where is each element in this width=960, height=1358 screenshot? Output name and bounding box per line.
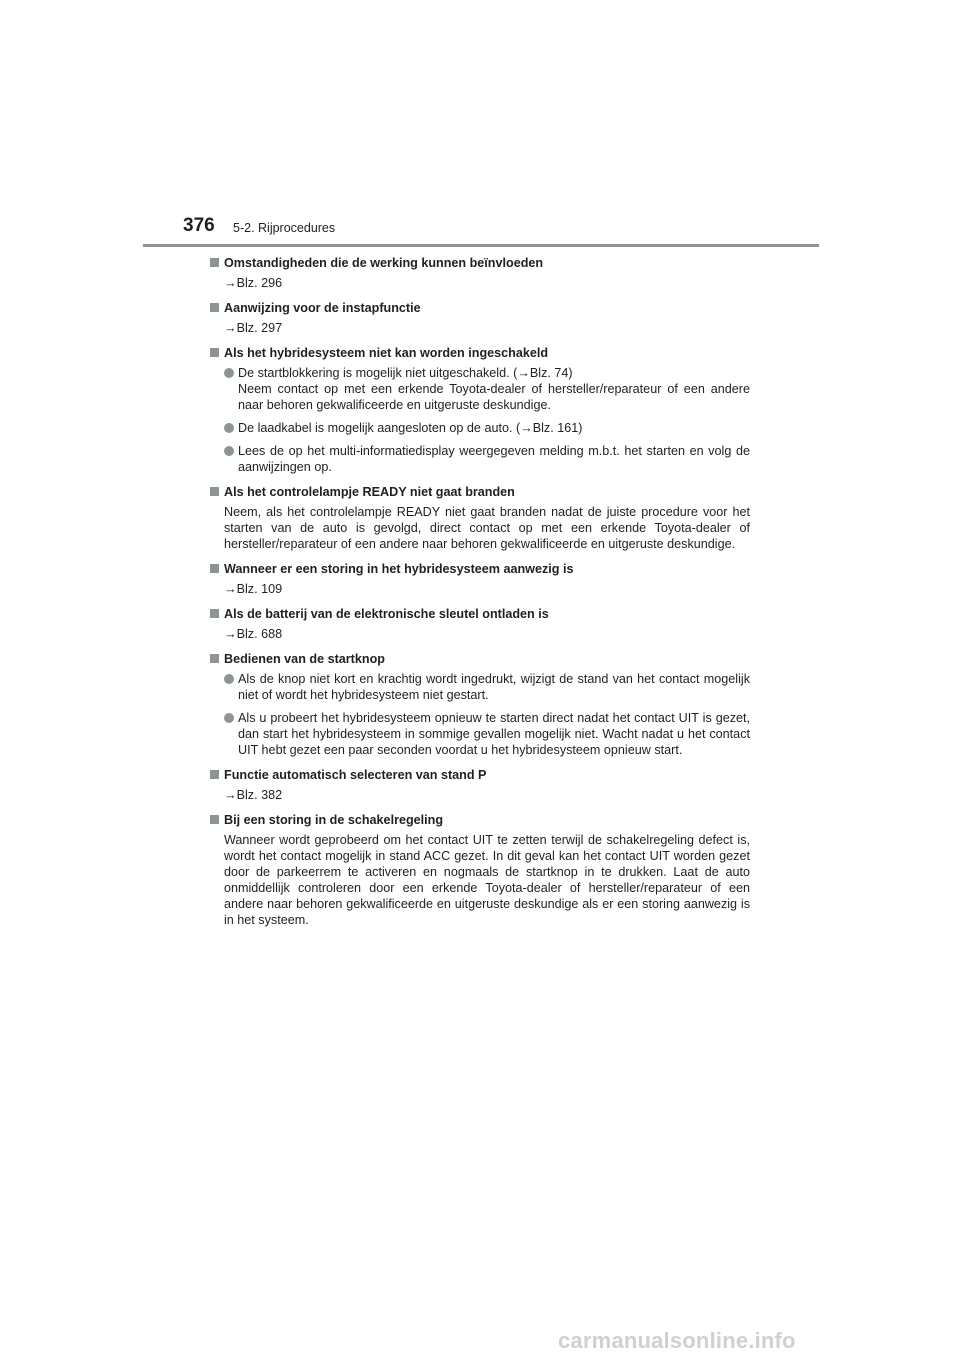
square-bullet-icon bbox=[210, 348, 219, 357]
section-text: Neem, als het controlelampje READY niet gaat branden nadat de juiste procedure voor het starten van de auto is gevolgd, direct contact op met een erkende Toyota-dealer of hersteller/reparateur of een andere naar behoren gekwalificeerde en uitgeruste deskundige. bbox=[224, 505, 750, 551]
section-stand-p bbox=[210, 767, 750, 803]
square-bullet-icon bbox=[210, 487, 219, 496]
square-bullet-icon bbox=[210, 815, 219, 824]
page-reference: →Blz. 109 bbox=[224, 582, 283, 596]
list-item: Als de knop niet kort en krachtig wordt ingedrukt, wijzigt de stand van het contact mogelijk niet of wordt het hybridesysteem niet gestart. bbox=[210, 671, 750, 703]
square-bullet-icon bbox=[210, 258, 219, 267]
section-batterij-sleutel bbox=[210, 606, 750, 642]
section-niet-ingeschakeld bbox=[210, 345, 750, 475]
section-heading: Bij een storing in de schakelregeling bbox=[210, 812, 750, 828]
page-reference: →Blz. 688 bbox=[224, 627, 283, 641]
round-bullet-icon bbox=[224, 446, 234, 456]
section-text: Wanneer wordt geprobeerd om het contact UIT te zetten terwijl de schakelregeling defect is, wordt het contact mogelijk in stand ACC gezet. In dit geval kan het contact UIT worden gezet door de parkeerrem te activeren en nogmaals de startknop in te drukken. Laat de auto onmiddellijk controleren door een erkende Toyota-dealer of hersteller/reparateur of een andere naar behoren gekwalificeerde en uitgeruste deskundige als er een storing aanwezig is in het systeem. bbox=[224, 833, 750, 927]
square-bullet-icon bbox=[210, 303, 219, 312]
round-bullet-icon bbox=[224, 368, 234, 378]
section-heading: Functie automatisch selecteren van stand P bbox=[210, 767, 750, 783]
section-startknop bbox=[210, 651, 750, 758]
section-schakelregeling bbox=[210, 812, 750, 928]
watermark: carmanualsonline.info bbox=[558, 1328, 796, 1353]
section-storing-hybridesysteem bbox=[210, 561, 750, 597]
page-number: 376 bbox=[183, 215, 215, 236]
square-bullet-icon bbox=[210, 609, 219, 618]
page-reference: →Blz. 296 bbox=[224, 276, 283, 290]
round-bullet-icon bbox=[224, 423, 234, 433]
square-bullet-icon bbox=[210, 770, 219, 779]
list-item: Lees de op het multi-informatiedisplay weergegeven melding m.b.t. het starten en volg de aanwijzingen op. bbox=[210, 443, 750, 475]
round-bullet-icon bbox=[224, 713, 234, 723]
header-rule bbox=[143, 244, 819, 247]
section-omstandigheden bbox=[210, 255, 750, 291]
section-heading: Aanwijzing voor de instapfunctie bbox=[210, 300, 750, 316]
square-bullet-icon bbox=[210, 654, 219, 663]
section-heading: Als de batterij van de elektronische sleutel ontladen is bbox=[210, 606, 750, 622]
section-heading: Omstandigheden die de werking kunnen beïnvloeden bbox=[210, 255, 750, 271]
list-item: De startblokkering is mogelijk niet uitgeschakeld. (→Blz. 74) Neem contact op met een erkende Toyota-dealer of hersteller/reparateur of een andere naar behoren gekwalificeerde en uitgeruste deskundige. bbox=[210, 365, 750, 413]
page-content bbox=[210, 255, 750, 937]
round-bullet-icon bbox=[224, 674, 234, 684]
chapter-title: 5-2. Rijprocedures bbox=[233, 221, 336, 235]
section-heading: Wanneer er een storing in het hybridesysteem aanwezig is bbox=[210, 561, 750, 577]
list-item: Als u probeert het hybridesysteem opnieuw te starten direct nadat het contact UIT is gezet, dan start het hybridesysteem in sommige gevallen mogelijk niet. Wacht nadat u het contact UIT hebt gezet een paar seconden voordat u het hybridesysteem opnieuw start. bbox=[210, 710, 750, 758]
section-ready-lampje bbox=[210, 484, 750, 552]
page-reference: →Blz. 297 bbox=[224, 321, 283, 335]
square-bullet-icon bbox=[210, 564, 219, 573]
section-heading: Als het controlelampje READY niet gaat branden bbox=[210, 484, 750, 500]
section-heading: Bedienen van de startknop bbox=[210, 651, 750, 667]
section-heading: Als het hybridesysteem niet kan worden ingeschakeld bbox=[210, 345, 750, 361]
list-item: De laadkabel is mogelijk aangesloten op de auto. (→Blz. 161) bbox=[210, 420, 750, 436]
page-reference: →Blz. 382 bbox=[224, 788, 283, 802]
section-instapfunctie bbox=[210, 300, 750, 336]
